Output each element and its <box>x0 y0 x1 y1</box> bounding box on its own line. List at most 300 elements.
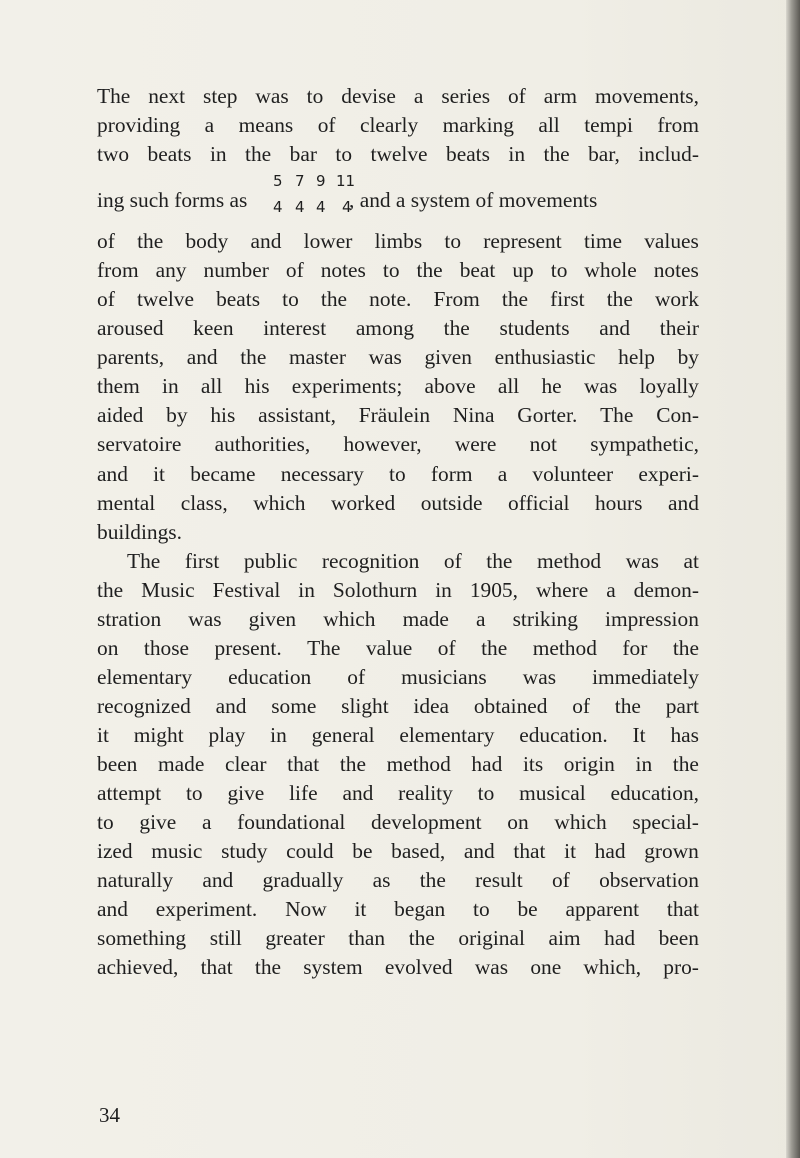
word: he <box>541 374 562 399</box>
word: based, <box>391 839 446 864</box>
text-line <box>97 605 699 634</box>
word: which, <box>583 955 642 980</box>
word: to <box>382 258 400 283</box>
word: above <box>424 374 476 399</box>
word: system <box>303 955 363 980</box>
word: movements, <box>594 84 699 108</box>
word: to <box>550 258 568 283</box>
word: volunteer <box>532 461 614 486</box>
text-line <box>97 808 699 837</box>
word: body <box>185 229 229 254</box>
word: clearly <box>359 113 419 138</box>
word: evolved <box>384 955 453 980</box>
word: education, <box>610 781 699 806</box>
word: impression <box>605 606 699 631</box>
word: had <box>604 926 636 951</box>
word: twelve <box>136 287 194 312</box>
word: and <box>97 461 128 486</box>
word: the <box>614 693 641 718</box>
word: the <box>137 229 164 254</box>
word: and <box>186 345 218 370</box>
word: that <box>200 955 233 980</box>
word: among <box>355 316 415 341</box>
word: immediately <box>592 664 699 689</box>
word: which <box>554 810 607 835</box>
word: providing <box>97 113 181 138</box>
word: the <box>408 926 435 951</box>
word: of <box>285 258 304 283</box>
word: mental <box>97 490 156 515</box>
word: any <box>155 258 187 283</box>
word: result <box>475 868 523 893</box>
word: help <box>618 345 655 370</box>
word: in <box>508 142 526 167</box>
word: made <box>158 751 205 776</box>
word: the <box>97 577 124 602</box>
word: in <box>209 142 227 167</box>
word: assistant, <box>258 403 336 428</box>
word: values <box>644 229 699 254</box>
word: from <box>657 113 699 138</box>
word: all <box>200 374 223 399</box>
word: the <box>481 635 508 660</box>
text-line <box>97 111 699 140</box>
word: includ- <box>638 142 699 167</box>
word: buildings. <box>97 519 182 544</box>
text-line <box>97 401 699 430</box>
word: of <box>572 693 591 718</box>
word: in <box>435 577 452 602</box>
word: a <box>413 84 424 108</box>
fraction-denominator: 4 <box>273 198 283 217</box>
text-line <box>97 576 699 605</box>
word: experiment. <box>155 897 258 922</box>
word: been <box>97 751 138 776</box>
word: Music <box>141 577 195 602</box>
word: in <box>270 722 287 747</box>
word: Gorter. <box>517 403 578 428</box>
word: the <box>419 868 446 893</box>
text-line <box>97 285 699 314</box>
word: education. <box>519 722 608 747</box>
fraction-numerator: 9 <box>316 172 326 191</box>
word: be <box>517 897 538 922</box>
word: a <box>475 606 486 631</box>
text-line <box>97 663 699 692</box>
word: where <box>535 577 589 602</box>
word: in <box>162 374 179 399</box>
word: a <box>497 461 508 486</box>
word: of <box>97 287 115 312</box>
word: original <box>458 926 525 951</box>
text-line <box>97 750 699 779</box>
word: those <box>143 635 190 660</box>
word: method <box>386 751 451 776</box>
word: present. <box>214 635 282 660</box>
word: the <box>339 751 366 776</box>
word: still <box>209 926 242 951</box>
word: grown <box>644 839 699 864</box>
word: origin <box>563 751 615 776</box>
text-line <box>97 779 699 808</box>
word: foundational <box>237 810 346 835</box>
word: as <box>372 868 391 893</box>
word: to <box>306 84 324 108</box>
word: his <box>244 374 270 399</box>
word: beats <box>147 142 192 167</box>
word: something <box>97 926 187 951</box>
word: the <box>245 142 272 167</box>
word: to <box>389 461 406 486</box>
text-line <box>97 489 699 518</box>
word: of <box>347 664 366 689</box>
word: the <box>254 955 282 980</box>
word: up <box>512 258 534 283</box>
word: form <box>430 461 473 486</box>
word: from <box>97 258 139 283</box>
word: a <box>201 810 212 835</box>
word: The <box>307 635 341 660</box>
word: given <box>248 606 297 631</box>
word: and <box>342 781 374 806</box>
word: interest <box>263 316 327 341</box>
word: limbs <box>374 229 423 254</box>
fraction-numerator: 11 <box>336 172 356 191</box>
text-line <box>97 547 699 576</box>
word: method <box>536 548 602 573</box>
word: special- <box>632 810 699 835</box>
word: obtained <box>473 693 548 718</box>
word: necessary <box>280 461 364 486</box>
word: study <box>221 839 268 864</box>
word: the <box>443 316 470 341</box>
word: has <box>670 722 699 747</box>
word: greater <box>265 926 325 951</box>
text-line <box>97 256 699 285</box>
word: sympathetic, <box>590 432 699 457</box>
word: The <box>600 403 634 428</box>
word: whole <box>584 258 637 283</box>
word: and <box>463 839 495 864</box>
word: official <box>508 490 570 515</box>
word: recognition <box>321 548 420 573</box>
text-line <box>97 866 699 895</box>
word: to <box>444 229 462 254</box>
word: striking <box>512 606 578 631</box>
body-text <box>97 82 699 982</box>
word: The <box>127 548 161 573</box>
word: could <box>286 839 334 864</box>
word: the <box>240 345 267 370</box>
word: which <box>253 490 306 515</box>
word: recognized <box>97 693 191 718</box>
word: to <box>97 810 114 835</box>
word: parents, <box>97 345 165 370</box>
word: ized <box>97 839 133 864</box>
word: given <box>424 345 472 370</box>
word: the <box>606 287 633 312</box>
word: and <box>215 693 247 718</box>
word: of <box>97 229 115 254</box>
word: elementary <box>97 664 193 689</box>
word: by <box>677 345 699 370</box>
word: master <box>288 345 346 370</box>
word: been <box>658 926 699 951</box>
word: clear <box>224 751 267 776</box>
word: them <box>97 374 140 399</box>
word: to <box>282 287 299 312</box>
word: beat <box>459 258 496 283</box>
text-line <box>97 634 699 663</box>
word: class, <box>180 490 228 515</box>
word: Now <box>285 897 327 922</box>
word: Solothurn <box>332 577 418 602</box>
word: and <box>668 490 699 515</box>
text-line <box>97 895 699 924</box>
fraction-lead-text: ing such forms as <box>97 188 248 213</box>
text-line <box>97 140 699 169</box>
word: which <box>323 606 376 631</box>
word: Festival <box>212 577 281 602</box>
word: public <box>243 548 298 573</box>
word: arm <box>543 84 578 108</box>
word: the <box>501 287 529 312</box>
word: and <box>97 897 128 922</box>
text-line <box>97 82 699 111</box>
fraction-denominator: 4 <box>316 198 326 217</box>
word: beats <box>446 142 490 167</box>
word: was <box>583 374 618 399</box>
word: outside <box>420 490 483 515</box>
word: first <box>184 548 220 573</box>
word: was <box>522 664 557 689</box>
word: all <box>538 113 560 138</box>
word: it <box>564 839 577 864</box>
word: naturally <box>97 868 174 893</box>
text-line <box>97 953 699 982</box>
word: were <box>454 432 497 457</box>
word: elementary <box>399 722 495 747</box>
word: bar, <box>588 142 620 167</box>
word: tempi <box>584 113 633 138</box>
word: demon- <box>633 577 699 602</box>
word: all <box>497 374 520 399</box>
word: students <box>499 316 570 341</box>
fraction-trail-text: , and a system of movements <box>349 188 598 213</box>
word: to <box>477 781 495 806</box>
fraction-numerator: 5 <box>273 172 283 191</box>
word: value <box>365 635 413 660</box>
word: a <box>204 113 215 138</box>
word: one <box>530 955 562 980</box>
word: music <box>151 839 203 864</box>
word: it <box>97 722 109 747</box>
word: had <box>471 751 503 776</box>
word: hours <box>594 490 643 515</box>
fraction-denominator: 4 <box>295 198 305 217</box>
word: its <box>522 751 544 776</box>
word: that <box>513 839 546 864</box>
word: that <box>666 897 699 922</box>
word: The <box>97 84 131 108</box>
word: it <box>354 897 367 922</box>
word: of <box>507 84 526 108</box>
word: to <box>473 897 490 922</box>
word: and <box>202 868 234 893</box>
page-edge <box>786 0 800 1158</box>
word: marking <box>442 113 514 138</box>
word: might <box>133 722 184 747</box>
word: pro- <box>663 955 699 980</box>
word: lower <box>303 229 353 254</box>
text-line <box>97 372 699 401</box>
word: devise <box>341 84 396 108</box>
word: not <box>529 432 557 457</box>
text-line <box>97 837 699 866</box>
word: number <box>203 258 269 283</box>
fraction-denominator: 4 <box>342 198 352 217</box>
word: the <box>416 258 443 283</box>
word: musicians <box>401 664 487 689</box>
word: of <box>443 548 462 573</box>
word: It <box>632 722 646 747</box>
word: series <box>441 84 491 108</box>
word: aroused <box>97 316 164 341</box>
word: servatoire <box>97 432 182 457</box>
fraction-numerator: 7 <box>295 172 305 191</box>
word: give <box>227 781 265 806</box>
word: life <box>289 781 318 806</box>
word: enthusiastic <box>494 345 596 370</box>
word: on <box>97 635 119 660</box>
word: be <box>352 839 373 864</box>
word: notes <box>653 258 699 283</box>
word: worked <box>331 490 396 515</box>
word: the <box>672 635 699 660</box>
word: of <box>317 113 336 138</box>
word: loyally <box>639 374 699 399</box>
word: work <box>654 287 699 312</box>
text-line <box>97 692 699 721</box>
word: method <box>532 635 597 660</box>
word: Fräulein <box>358 403 431 428</box>
word: aided <box>97 403 144 428</box>
word: general <box>311 722 375 747</box>
word: that <box>287 751 320 776</box>
word: was <box>368 345 402 370</box>
word: next <box>148 84 186 108</box>
word: the <box>672 751 699 776</box>
word: slight <box>341 693 389 718</box>
word: achieved, <box>97 955 179 980</box>
page-number: 34 <box>99 1103 120 1127</box>
word: his <box>210 403 236 428</box>
word: bar <box>289 142 317 167</box>
time-signature-line <box>97 169 699 227</box>
word: reality <box>398 781 453 806</box>
text-line <box>97 314 699 343</box>
word: in <box>635 751 653 776</box>
text-line <box>97 227 699 256</box>
word: From <box>433 287 480 312</box>
word: 1905, <box>469 577 518 602</box>
word: was <box>625 548 659 573</box>
word: Con- <box>656 403 699 428</box>
word: some <box>271 693 317 718</box>
word: twelve <box>370 142 428 167</box>
word: represent <box>483 229 562 254</box>
word: aim <box>548 926 581 951</box>
word: was <box>474 955 509 980</box>
word: to <box>185 781 203 806</box>
text-line <box>97 518 699 547</box>
word: of <box>551 868 570 893</box>
word: the <box>543 142 570 167</box>
word: the <box>320 287 348 312</box>
word: to <box>335 142 353 167</box>
text-line <box>97 343 699 372</box>
word: experi- <box>638 461 699 486</box>
word: give <box>139 810 177 835</box>
word: was <box>188 606 222 631</box>
word: gradually <box>262 868 344 893</box>
word: their <box>659 316 699 341</box>
word: and <box>599 316 631 341</box>
word: idea <box>413 693 450 718</box>
word: became <box>190 461 256 486</box>
word: authorities, <box>214 432 311 457</box>
word: two <box>97 142 130 167</box>
word: the <box>486 548 513 573</box>
word: at <box>683 548 699 573</box>
word: and <box>250 229 282 254</box>
word: observation <box>599 868 699 893</box>
word: keen <box>193 316 234 341</box>
word: note. <box>369 287 412 312</box>
word: stration <box>97 606 162 631</box>
word: of <box>437 635 456 660</box>
text-line <box>97 430 699 459</box>
word: however, <box>343 432 422 457</box>
word: was <box>255 84 289 108</box>
word: experiments; <box>291 374 403 399</box>
word: beats <box>216 287 261 312</box>
text-line <box>97 721 699 750</box>
word: apparent <box>565 897 640 922</box>
word: by <box>166 403 188 428</box>
word: notes <box>320 258 366 283</box>
word: time <box>583 229 622 254</box>
word: for <box>622 635 648 660</box>
word: development <box>371 810 482 835</box>
word: means <box>238 113 294 138</box>
word: a <box>606 577 616 602</box>
word: step <box>203 84 238 108</box>
word: it <box>153 461 165 486</box>
word: play <box>208 722 246 747</box>
word: began <box>394 897 446 922</box>
word: in <box>298 577 315 602</box>
word: education <box>228 664 312 689</box>
word: part <box>665 693 699 718</box>
word: made <box>402 606 449 631</box>
text-line <box>97 460 699 489</box>
word: than <box>348 926 386 951</box>
word: Nina <box>452 403 495 428</box>
word: musical <box>519 781 586 806</box>
word: first <box>550 287 585 312</box>
word: had <box>594 839 626 864</box>
